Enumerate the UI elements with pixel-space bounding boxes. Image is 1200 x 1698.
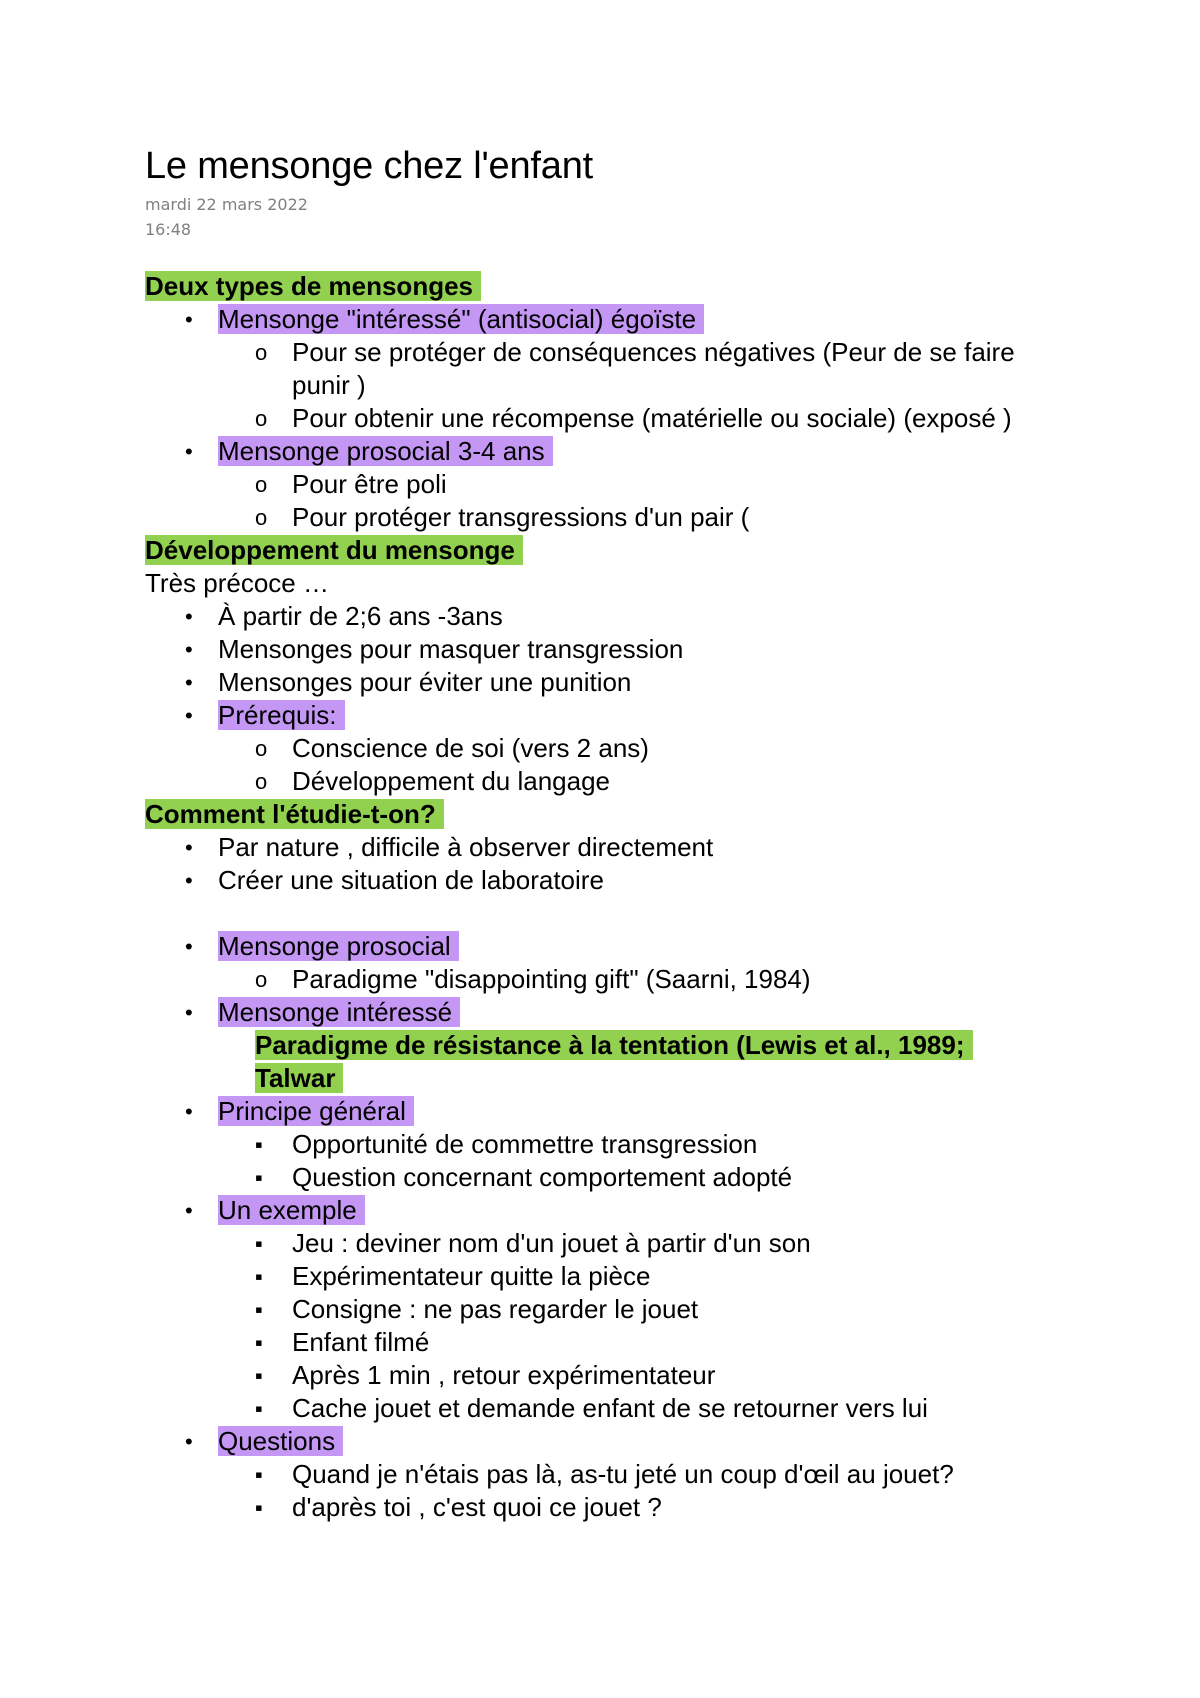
list-item: • Créer une situation de laboratoire	[145, 864, 1145, 897]
list-item: ▪ Enfant filmé	[145, 1326, 1145, 1359]
list-item: • À partir de 2;6 ans -3ans	[145, 600, 1145, 633]
page-title: Le mensonge chez l'enfant	[145, 145, 594, 187]
bullet-icon	[185, 600, 193, 633]
sub-heading: Paradigme de résistance à la tentation (Lewis et al., 1989; Talwar	[145, 1029, 1035, 1095]
square-bullet-icon	[255, 1359, 263, 1392]
list-item: o Paradigme "disappointing gift" (Saarni, 1984)	[145, 963, 1145, 996]
section-heading: Deux types de mensonges	[145, 270, 1145, 303]
list-item: o Conscience de soi (vers 2 ans)	[145, 732, 1145, 765]
list-item: • Par nature , difficile à observer directement	[145, 831, 1145, 864]
list-item: • Mensonges pour masquer transgression	[145, 633, 1145, 666]
circle-bullet-icon	[255, 765, 267, 798]
section-heading: Développement du mensonge	[145, 534, 1145, 567]
bullet-icon	[185, 633, 193, 666]
bullet-icon	[185, 1194, 193, 1227]
bullet-icon	[185, 996, 193, 1029]
square-bullet-icon	[255, 1293, 263, 1326]
list-item: ▪ Expérimentateur quitte la pièce	[145, 1260, 1145, 1293]
circle-bullet-icon	[255, 402, 267, 435]
bullet-icon	[185, 1425, 193, 1458]
list-item: • Principe général	[145, 1095, 1145, 1128]
list-item: • Mensonge intéressé	[145, 996, 1145, 1029]
list-item: ▪ Cache jouet et demande enfant de se retourner vers lui	[145, 1392, 1145, 1425]
list-item: o Pour se protéger de conséquences négatives (Peur de se faire punir )	[145, 336, 1072, 402]
list-item: • Mensonge prosocial 3-4 ans	[145, 435, 1145, 468]
list-item: ▪ Opportunité de commettre transgression	[145, 1128, 1145, 1161]
square-bullet-icon	[255, 1458, 263, 1491]
bullet-icon	[185, 864, 193, 897]
list-item: ▪ Après 1 min , retour expérimentateur	[145, 1359, 1145, 1392]
circle-bullet-icon	[255, 468, 267, 501]
square-bullet-icon	[255, 1227, 263, 1260]
list-item: o Pour protéger transgressions d'un pair (	[145, 501, 1145, 534]
bullet-icon	[185, 831, 193, 864]
bullet-icon	[185, 666, 193, 699]
square-bullet-icon	[255, 1161, 263, 1194]
list-item: ▪ Quand je n'étais pas là, as-tu jeté un coup d'œil au jouet?	[145, 1458, 1145, 1491]
note-time: 16:48	[145, 220, 192, 239]
list-item: • Prérequis:	[145, 699, 1145, 732]
list-item: ▪ Consigne : ne pas regarder le jouet	[145, 1293, 1145, 1326]
square-bullet-icon	[255, 1392, 263, 1425]
list-item: • Mensonges pour éviter une punition	[145, 666, 1145, 699]
list-item: • Questions	[145, 1425, 1145, 1458]
bullet-icon	[185, 930, 193, 963]
list-item: o Développement du langage	[145, 765, 1145, 798]
bullet-icon	[185, 1095, 193, 1128]
list-item: • Mensonge prosocial	[145, 930, 1145, 963]
circle-bullet-icon	[255, 501, 267, 534]
list-item: • Mensonge "intéressé" (antisocial) égoïste	[145, 303, 1145, 336]
list-item: ▪ d'après toi , c'est quoi ce jouet ?	[145, 1491, 1145, 1524]
list-item: o Pour obtenir une récompense (matérielle ou sociale) (exposé )	[145, 402, 1072, 435]
square-bullet-icon	[255, 1491, 263, 1524]
note-page	[145, 140, 1145, 1524]
square-bullet-icon	[255, 1128, 263, 1161]
square-bullet-icon	[255, 1326, 263, 1359]
note-date: mardi 22 mars 2022	[145, 195, 308, 214]
bullet-icon	[185, 699, 193, 732]
square-bullet-icon	[255, 1260, 263, 1293]
circle-bullet-icon	[255, 336, 267, 369]
bullet-icon	[185, 303, 193, 336]
circle-bullet-icon	[255, 963, 267, 996]
list-item: ▪ Jeu : deviner nom d'un jouet à partir d'un son	[145, 1227, 1145, 1260]
list-item: ▪ Question concernant comportement adopté	[145, 1161, 1145, 1194]
circle-bullet-icon	[255, 732, 267, 765]
bullet-icon	[185, 435, 193, 468]
section-heading: Comment l'étudie-t-on?	[145, 798, 1145, 831]
list-item: o Pour être poli	[145, 468, 1145, 501]
list-item: • Un exemple	[145, 1194, 1145, 1227]
paragraph: Très précoce …	[145, 568, 329, 598]
